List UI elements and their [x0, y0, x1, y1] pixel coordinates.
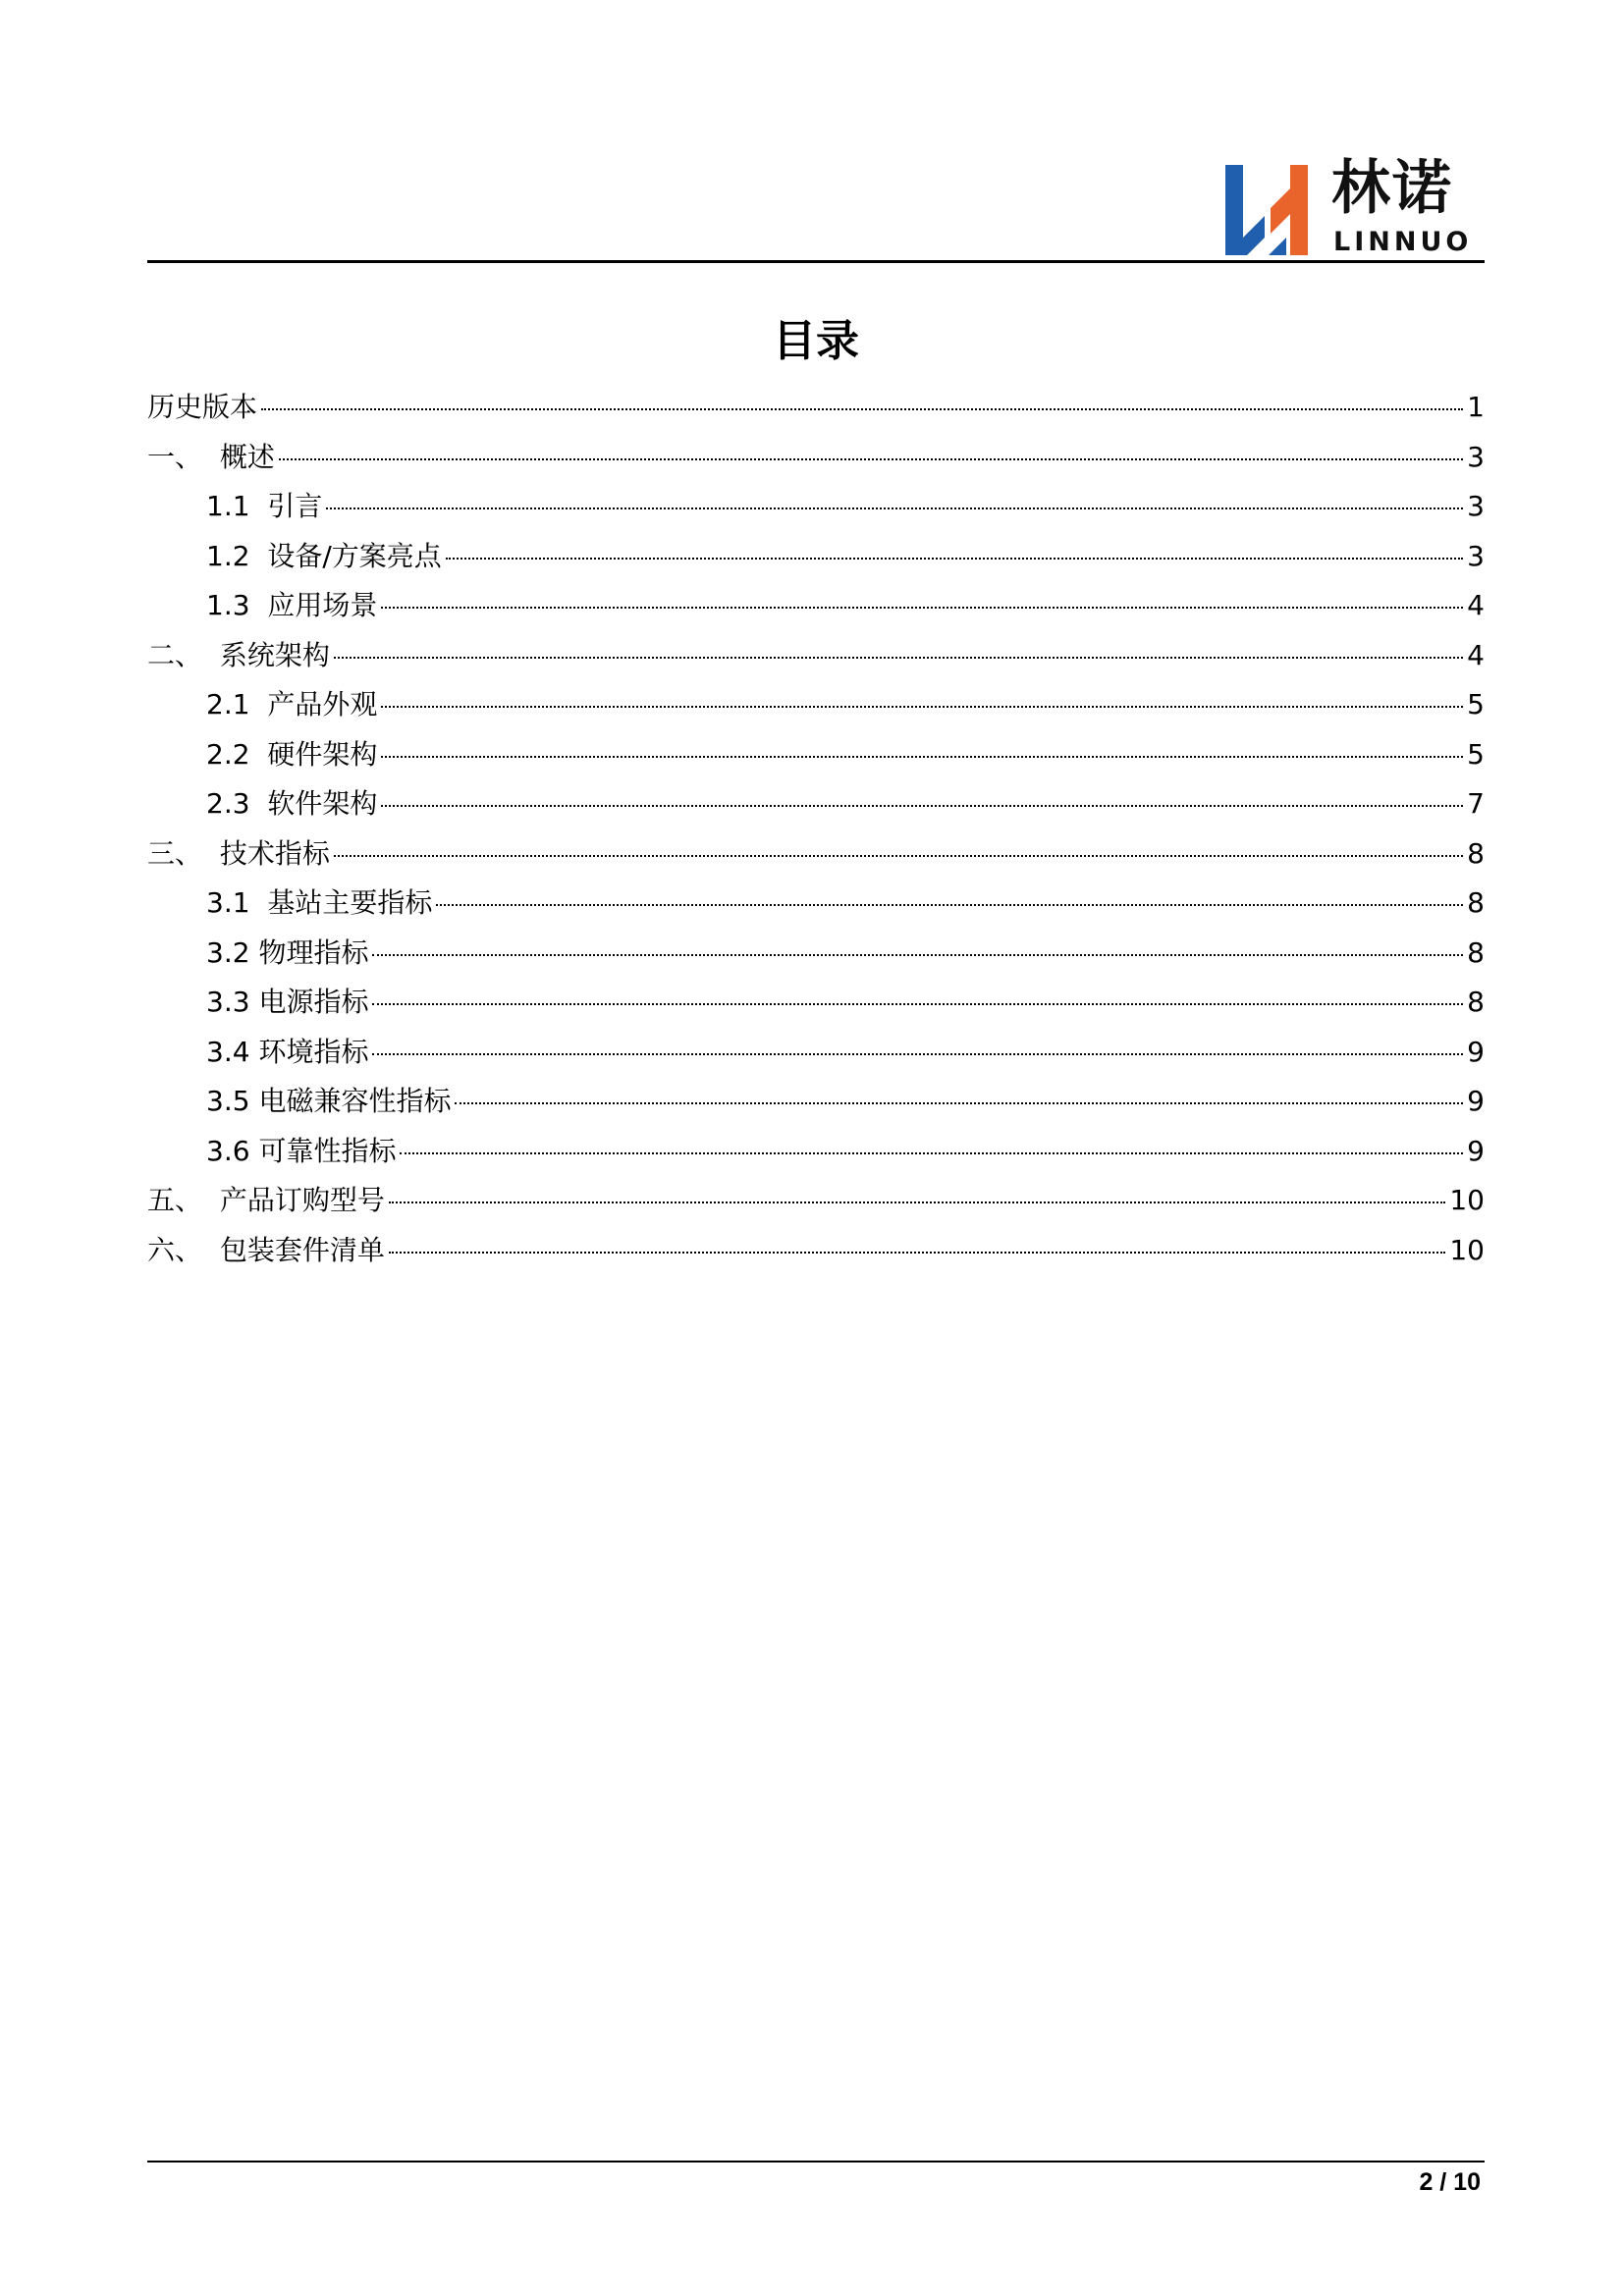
toc-entry-number: 二、 [147, 638, 220, 671]
toc-entry-number: 3.6 [206, 1134, 259, 1167]
toc-dot-leader [334, 657, 1463, 659]
toc-title: 目录 [773, 316, 859, 366]
toc-entry-number: 3.5 [206, 1085, 259, 1117]
toc-dot-leader [372, 1053, 1463, 1055]
toc-entry-title: 设备/方案亮点 [267, 539, 442, 572]
toc-dot-leader [372, 1003, 1463, 1005]
toc-entry-title: 环境指标 [258, 1035, 369, 1068]
toc-entry-title: 应用场景 [267, 589, 378, 621]
toc-entry-title: 电磁兼容性指标 [258, 1085, 452, 1117]
toc-entry-number: 2.3 [206, 787, 268, 820]
toc-entry-number: 五、 [147, 1184, 220, 1216]
toc-entry-title: 技术指标 [219, 836, 330, 870]
toc-entry-title: 包装套件清单 [219, 1233, 385, 1266]
toc-entry-page: 8 [1467, 986, 1485, 1018]
toc-entry-page: 4 [1467, 589, 1485, 621]
footer-divider [147, 2161, 1485, 2163]
toc-entry-title: 软件架构 [267, 787, 378, 820]
toc-entry[interactable] [147, 680, 1485, 730]
toc-entry-title: 历史版本 [147, 391, 258, 423]
toc-dot-leader [261, 408, 1463, 410]
toc-entry-number: 1.2 [206, 539, 268, 572]
toc-entry-title: 电源指标 [258, 986, 369, 1018]
toc-dot-leader [381, 756, 1463, 758]
toc-entry-title: 产品订购型号 [219, 1184, 385, 1216]
toc-entry-number: 三、 [147, 836, 220, 870]
toc-entry[interactable] [147, 929, 1485, 979]
toc-entry[interactable] [147, 779, 1485, 829]
toc-dot-leader [381, 607, 1463, 609]
toc-entry-title: 概述 [219, 440, 275, 473]
toc-entry-title: 基站主要指标 [267, 886, 433, 919]
toc-entry[interactable] [147, 879, 1485, 929]
toc-entry-page: 10 [1449, 1233, 1485, 1266]
toc-entry-page: 9 [1467, 1085, 1485, 1117]
toc-entry-page: 3 [1467, 539, 1485, 572]
toc-entry-page: 10 [1449, 1184, 1485, 1216]
toc-entry-page: 9 [1467, 1134, 1485, 1167]
page-number: 2 / 10 [1419, 2168, 1481, 2196]
toc-entry-page: 3 [1467, 440, 1485, 473]
toc-entry[interactable] [147, 631, 1485, 681]
toc-entry-number: 2.2 [206, 737, 268, 771]
toc-entry[interactable] [147, 1127, 1485, 1177]
toc-dot-leader [400, 1152, 1463, 1154]
toc-entry[interactable] [147, 532, 1485, 582]
toc-entry-page: 9 [1467, 1035, 1485, 1068]
toc-entry-number: 1.3 [206, 589, 268, 621]
toc-dot-leader [446, 558, 1463, 560]
toc-dot-leader [326, 507, 1463, 509]
toc-entry-title: 引言 [267, 490, 323, 522]
toc-entry-page: 5 [1467, 737, 1485, 771]
toc-entry[interactable] [147, 581, 1485, 631]
toc-entry-number: 3.4 [206, 1035, 259, 1068]
page-header [147, 147, 1485, 265]
toc-entry-number: 3.1 [206, 886, 268, 919]
toc-entry[interactable] [147, 829, 1485, 880]
toc-entry-title: 可靠性指标 [258, 1134, 397, 1167]
toc-entry-title: 硬件架构 [267, 737, 378, 771]
toc-dot-leader [381, 706, 1463, 708]
toc-entry-number: 六、 [147, 1233, 220, 1266]
toc-entry-number: 一、 [147, 440, 220, 473]
toc-entry[interactable] [147, 383, 1485, 433]
toc-entry-page: 4 [1467, 638, 1485, 671]
toc-dot-leader [381, 805, 1463, 807]
toc-entry-page: 8 [1467, 935, 1485, 969]
toc-entry-page: 5 [1467, 688, 1485, 721]
toc-entry-title: 产品外观 [267, 688, 378, 721]
toc-entry[interactable] [147, 1226, 1485, 1276]
company-logo [1225, 154, 1483, 257]
toc-entry-number: 1.1 [206, 490, 268, 522]
toc-entry[interactable] [147, 482, 1485, 532]
logo-chinese-name: 林诺 [1331, 154, 1453, 223]
toc-entry-title: 物理指标 [258, 935, 369, 969]
logo-english-name: LINNUO [1333, 227, 1473, 257]
toc-entry[interactable] [147, 1028, 1485, 1078]
linnuo-logo-mark-icon [1225, 159, 1324, 257]
toc-dot-leader [334, 855, 1463, 857]
toc-entry-number: 2.1 [206, 688, 268, 721]
table-of-contents [147, 383, 1485, 1275]
toc-entry-page: 8 [1467, 886, 1485, 919]
toc-dot-leader [389, 1201, 1446, 1203]
toc-entry-title: 系统架构 [219, 638, 330, 671]
toc-entry[interactable] [147, 1176, 1485, 1226]
toc-entry-page: 7 [1467, 787, 1485, 820]
toc-dot-leader [389, 1252, 1446, 1254]
header-divider [147, 260, 1485, 263]
toc-entry-number: 3.3 [206, 986, 259, 1018]
toc-dot-leader [279, 458, 1463, 460]
toc-entry[interactable] [147, 730, 1485, 780]
toc-entry[interactable] [147, 433, 1485, 483]
toc-entry-page: 3 [1467, 490, 1485, 522]
toc-dot-leader [436, 904, 1463, 906]
toc-entry-page: 8 [1467, 836, 1485, 870]
toc-entry[interactable] [147, 1077, 1485, 1127]
toc-dot-leader [455, 1102, 1463, 1104]
toc-dot-leader [372, 954, 1463, 956]
toc-entry-page: 1 [1467, 391, 1485, 423]
toc-entry[interactable] [147, 978, 1485, 1028]
toc-entry-number: 3.2 [206, 935, 259, 969]
